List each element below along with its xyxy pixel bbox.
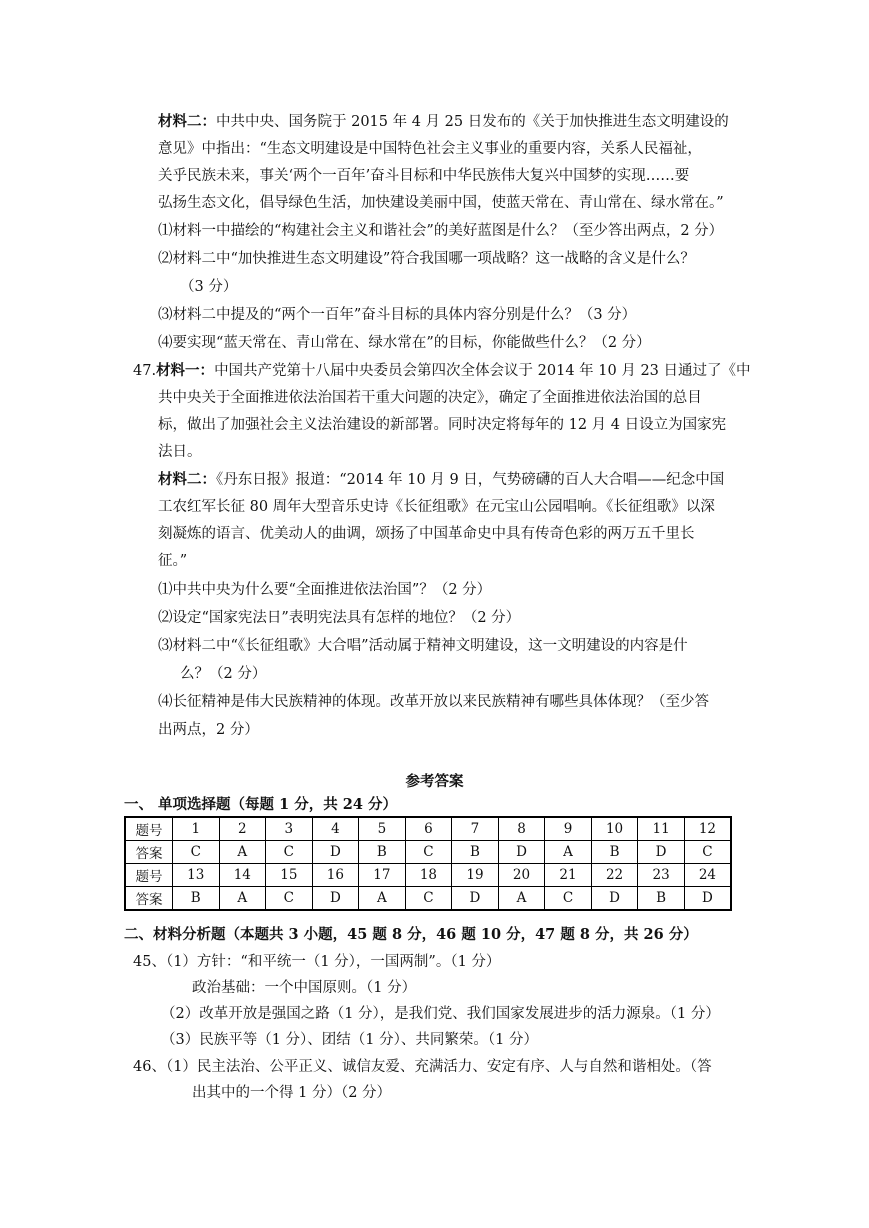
table-cell: D — [452, 887, 499, 911]
q47-question3: ⑶材料二中“《长征组歌》大合唱”活动属于精神文明建设，这一文明建设的内容是什 — [158, 638, 688, 654]
table-cell: A — [545, 841, 592, 864]
material-text: 《丹东日报》报道：“2014 年 10 月 9 日，气势磅礴的百人大合唱——纪念中国 — [216, 472, 725, 488]
table-cell: C — [266, 841, 313, 864]
q47-material2-line3: 刻凝炼的语言、优美动人的曲调，颂扬了中国革命史中具有传奇色彩的两万五千里长 — [158, 526, 695, 542]
table-cell: 19 — [452, 864, 499, 887]
row-label: 题号 — [125, 817, 173, 841]
q46-question2-score: （3 分） — [180, 279, 238, 295]
table-cell: 16 — [312, 864, 359, 887]
table-cell: B — [591, 841, 638, 864]
q47-material1-line4: 法日。 — [158, 444, 202, 460]
table-cell: A — [219, 841, 266, 864]
table-cell: C — [545, 887, 592, 911]
q47-material2-line4: 征。” — [158, 553, 188, 569]
table-cell: 18 — [405, 864, 452, 887]
table-cell: 21 — [545, 864, 592, 887]
table-cell: B — [173, 887, 220, 911]
q46-material2-line3: 关乎民族未来，事关‘两个一百年’奋斗目标和中华民族伟大复兴中国梦的实现……要 — [158, 168, 690, 184]
table-cell: A — [498, 887, 545, 911]
q47-material2-line2: 工农红军长征 80 周年大型音乐史诗《长征组歌》在元宝山公园唱响。《长征组歌》以深 — [158, 499, 715, 515]
q47-question1: ⑴中共中央为什么要“全面推进依法治国”？（2 分） — [158, 582, 492, 598]
answer-45-1b: 政治基础：一个中国原则。（1 分） — [192, 980, 417, 996]
answer-46-1: 46、（1）民主法治、公平正义、诚信友爱、充满活力、安定有序、人与自然和谐相处。（答 — [133, 1059, 712, 1075]
row-label: 答案 — [125, 841, 173, 864]
table-cell: C — [405, 887, 452, 911]
table-cell: D — [498, 841, 545, 864]
table-cell: D — [591, 887, 638, 911]
answers-title: 参考答案 — [405, 773, 464, 790]
table-cell: 24 — [684, 864, 731, 887]
table-cell: 15 — [266, 864, 313, 887]
question-number: 47. — [133, 363, 157, 379]
table-cell: 5 — [359, 817, 406, 841]
table-cell: 23 — [638, 864, 685, 887]
table-cell: 6 — [405, 817, 452, 841]
table-row — [125, 864, 731, 887]
table-cell: 1 — [173, 817, 220, 841]
table-cell: B — [452, 841, 499, 864]
answer-46-1b: 出其中的一个得 1 分）（2 分） — [192, 1085, 392, 1101]
table-cell: 22 — [591, 864, 638, 887]
table-cell: 4 — [312, 817, 359, 841]
material-label: 材料二： — [158, 471, 216, 488]
table-row — [125, 817, 731, 841]
table-cell: 14 — [219, 864, 266, 887]
table-cell: A — [219, 887, 266, 911]
material-label: 材料二： — [158, 113, 216, 130]
table-row — [125, 887, 731, 911]
table-cell: C — [173, 841, 220, 864]
table-cell: 12 — [684, 817, 731, 841]
table-cell: D — [638, 841, 685, 864]
q47-question3-cont: 么？（2 分） — [180, 666, 267, 682]
q46-question1: ⑴材料一中描绘的“构建社会主义和谐社会”的美好蓝图是什么？（至少答出两点，2 分） — [158, 223, 724, 239]
row-label: 题号 — [125, 864, 173, 887]
table-cell: B — [638, 887, 685, 911]
q47-question4: ⑷长征精神是伟大民族精神的体现。改革开放以来民族精神有哪些具体体现？（至少答 — [158, 694, 709, 710]
q46-question4: ⑷要实现“蓝天常在、青山常在、绿水常在”的目标，你能做些什么？（2 分） — [158, 335, 651, 351]
table-cell: 20 — [498, 864, 545, 887]
q47-material1-line1 — [133, 361, 751, 381]
section2-heading: 二、材料分析题（本题共 3 小题，45 题 8 分，46 题 10 分，47 题 8 分，共 26 分） — [124, 926, 698, 943]
table-cell: C — [266, 887, 313, 911]
q46-question2: ⑵材料二中“加快推进生态文明建设”符合我国哪一项战略？这一战略的含义是什么？ — [158, 251, 695, 267]
material-label: 材料一： — [156, 362, 215, 379]
q47-material2-line1 — [158, 470, 724, 490]
q46-material2-line2: 意见》中指出：“生态文明建设是中国特色社会主义事业的重要内容，关系人民福祉， — [158, 141, 702, 157]
table-cell: C — [405, 841, 452, 864]
answer-45-2: （2）改革开放是强国之路（1 分），是我们党、我们国家发展进步的活力源泉。（1 分） — [161, 1006, 720, 1022]
table-cell: D — [684, 887, 731, 911]
table-cell: D — [312, 887, 359, 911]
table-cell: 13 — [173, 864, 220, 887]
answer-45-3: （3）民族平等（1 分）、团结（1 分）、共同繁荣。（1 分） — [161, 1032, 538, 1048]
table-row — [125, 841, 731, 864]
table-cell: 9 — [545, 817, 592, 841]
table-cell: D — [312, 841, 359, 864]
q47-question4-cont: 出两点，2 分） — [158, 722, 259, 738]
section1-heading: 一、 单项选择题（每题 1 分，共 24 分） — [124, 796, 398, 813]
table-cell: 2 — [219, 817, 266, 841]
q46-material2-line1 — [158, 112, 729, 132]
table-cell: C — [684, 841, 731, 864]
q47-material1-line2: 共中央关于全面推进依法治国若干重大问题的决定》，确定了全面推进依法治国的总目 — [158, 390, 702, 406]
answer-table — [124, 816, 732, 911]
q47-question2: ⑵设定“国家宪法日”表明宪法具有怎样的地位？（2 分） — [158, 610, 521, 626]
table-cell: 17 — [359, 864, 406, 887]
table-cell: 3 — [266, 817, 313, 841]
q46-material2-line4: 弘扬生态文化，倡导绿色生活，加快建设美丽中国，使蓝天常在、青山常在、绿水常在。” — [158, 195, 724, 211]
material-text: 中国共产党第十八届中央委员会第四次全体会议于 2014 年 10 月 23 日通过了《中 — [214, 363, 751, 379]
row-label: 答案 — [125, 887, 173, 911]
q47-material1-line3: 标，做出了加强社会主义法治建设的新部署。同时决定将每年的 12 月 4 日设立为国家宪 — [158, 417, 727, 433]
table-cell: B — [359, 841, 406, 864]
answer-45-1: 45、（1）方针：“和平统一（1 分），一国两制”。（1 分） — [133, 954, 501, 970]
table-cell: 7 — [452, 817, 499, 841]
material-text: 中共中央、国务院于 2015 年 4 月 25 日发布的《关于加快推进生态文明建设的 — [216, 114, 729, 130]
table-cell: 8 — [498, 817, 545, 841]
table-cell: 10 — [591, 817, 638, 841]
table-cell: A — [359, 887, 406, 911]
table-cell: 11 — [638, 817, 685, 841]
q46-question3: ⑶材料二中提及的“两个一百年”奋斗目标的具体内容分别是什么？（3 分） — [158, 307, 637, 323]
